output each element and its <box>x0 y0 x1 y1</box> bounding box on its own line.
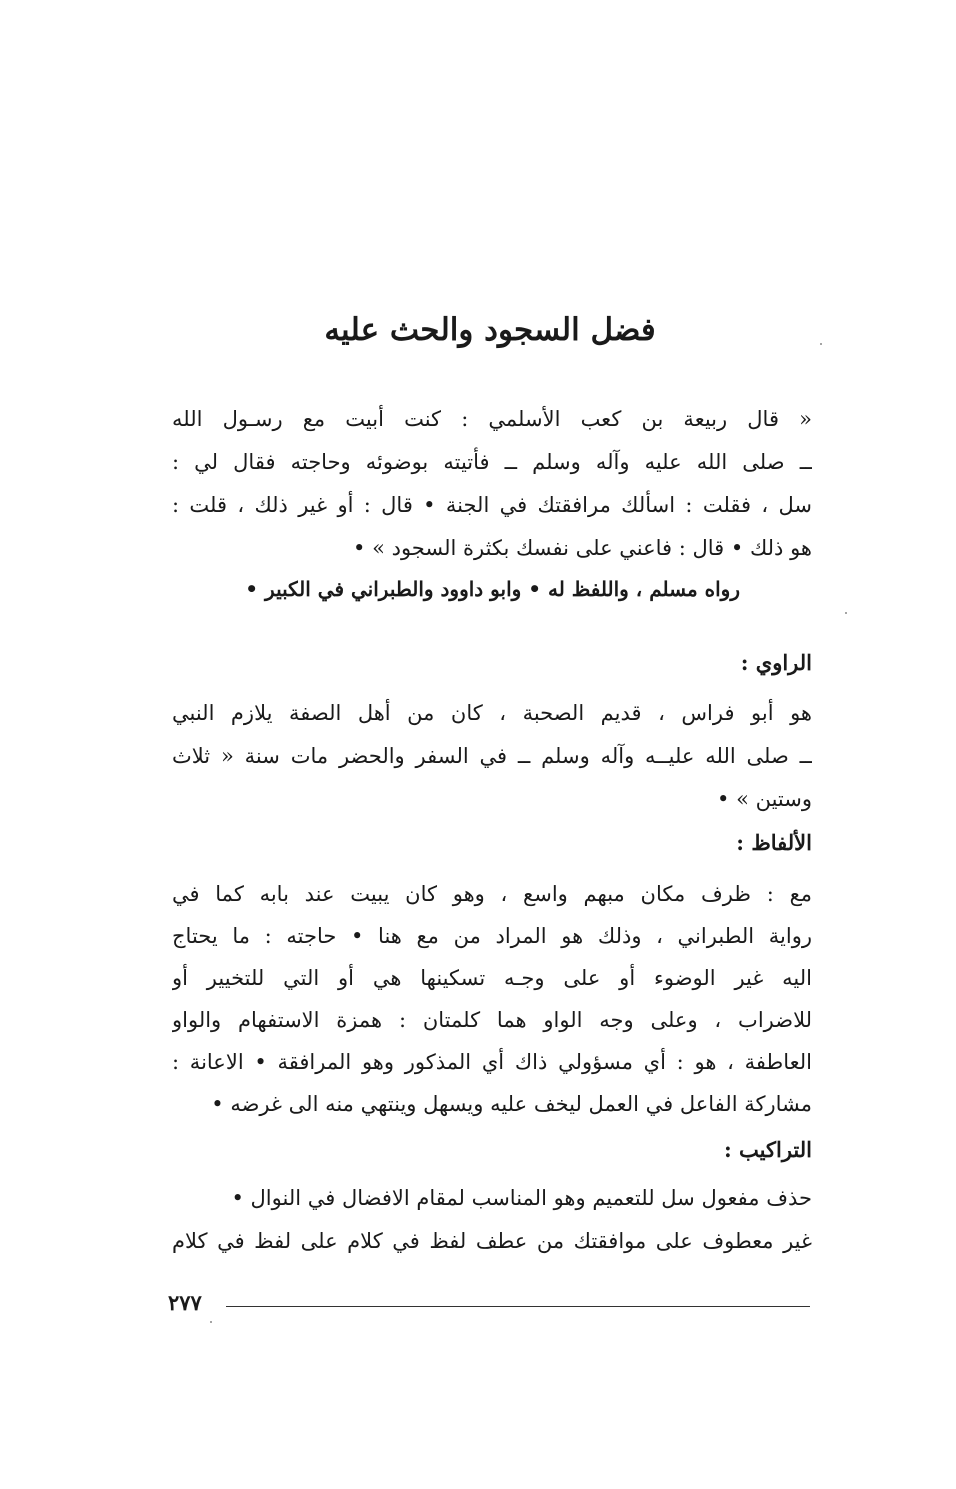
tarakib-line: حذف مفعول سل للتعميم وهو المناسب لمقام الافضال في النوال • <box>231 1186 812 1210</box>
hadith-line: هو ذلك • قال : فاعني على نفسك بكثرة السجود » • <box>353 536 812 560</box>
section-heading-rawi: الراوي : <box>740 650 812 675</box>
scan-speck <box>820 343 822 345</box>
hadith-text <box>172 398 812 570</box>
hadith-line: « قال ربيعة بن كعب الأسلمي : كنت أبيت مع رسـول الله <box>172 407 812 431</box>
hadith-line: سل ، فقلت : اسألك مرافقتك في الجنة • قال : أو غير ذلك ، قلت : <box>172 493 812 517</box>
alfaz-line: العاطفة ، هو : أي مسؤولي ذاك أي المذكور وهو المرافقة • الاعانة : <box>172 1050 812 1074</box>
alfaz-line: رواية الطبراني ، وذلك هو المراد من مع هنا • حاجته : ما يحتاج <box>172 924 812 948</box>
rawi-line: ــ صلى الله عليــه وآله وسلم ــ في السفر والحضر مات سنة « ثلاث <box>172 744 812 768</box>
rawi-line: هو أبو فراس ، قديم الصحبة ، كان من أهل الصفة يلازم النبي <box>172 701 812 725</box>
alfaz-line: مشاركة الفاعل في العمل ليخف عليه ويسهل وينتهي منه الى غرضه • <box>211 1092 812 1116</box>
hadith-line: ــ صلى الله عليه وآله وسلم ــ فأتيته بوضوئه وحاجته فقال لي : <box>172 450 812 474</box>
rawi-line: وستين » • <box>717 787 812 811</box>
page-number: ٢٧٧ <box>168 1290 202 1315</box>
tarakib-line: غير معطوف على موافقتك من عطف لفظ في كلام على لفظ في كلام <box>172 1229 812 1253</box>
alfaz-text <box>172 873 812 1125</box>
scan-speck <box>210 1321 212 1323</box>
alfaz-line: مع : ظرف مكان مبهم واسع ، وهو كان يبيت عند بابه كما في <box>172 882 812 906</box>
rawi-text <box>172 692 812 821</box>
chapter-title: فضل السجود والحث عليه <box>324 312 656 348</box>
scan-speck <box>845 612 847 614</box>
section-heading-tarakib: التراكيب : <box>723 1137 812 1162</box>
alfaz-line: للاضراب ، وعلى وجه الواو هما كلمتان : همزة الاستفهام والواو <box>172 1008 812 1032</box>
section-heading-alfaz: الألفاظ : <box>736 830 812 855</box>
hadith-source: رواه مسلم ، واللفظ له • وابو داوود والطبراني في الكبير • <box>245 577 740 601</box>
tarakib-text <box>172 1177 812 1263</box>
footer-rule <box>226 1306 810 1307</box>
alfaz-line: اليه غير الوضوء أو على وجـه تسكينها هي أو التي للتخيير أو <box>172 966 812 990</box>
